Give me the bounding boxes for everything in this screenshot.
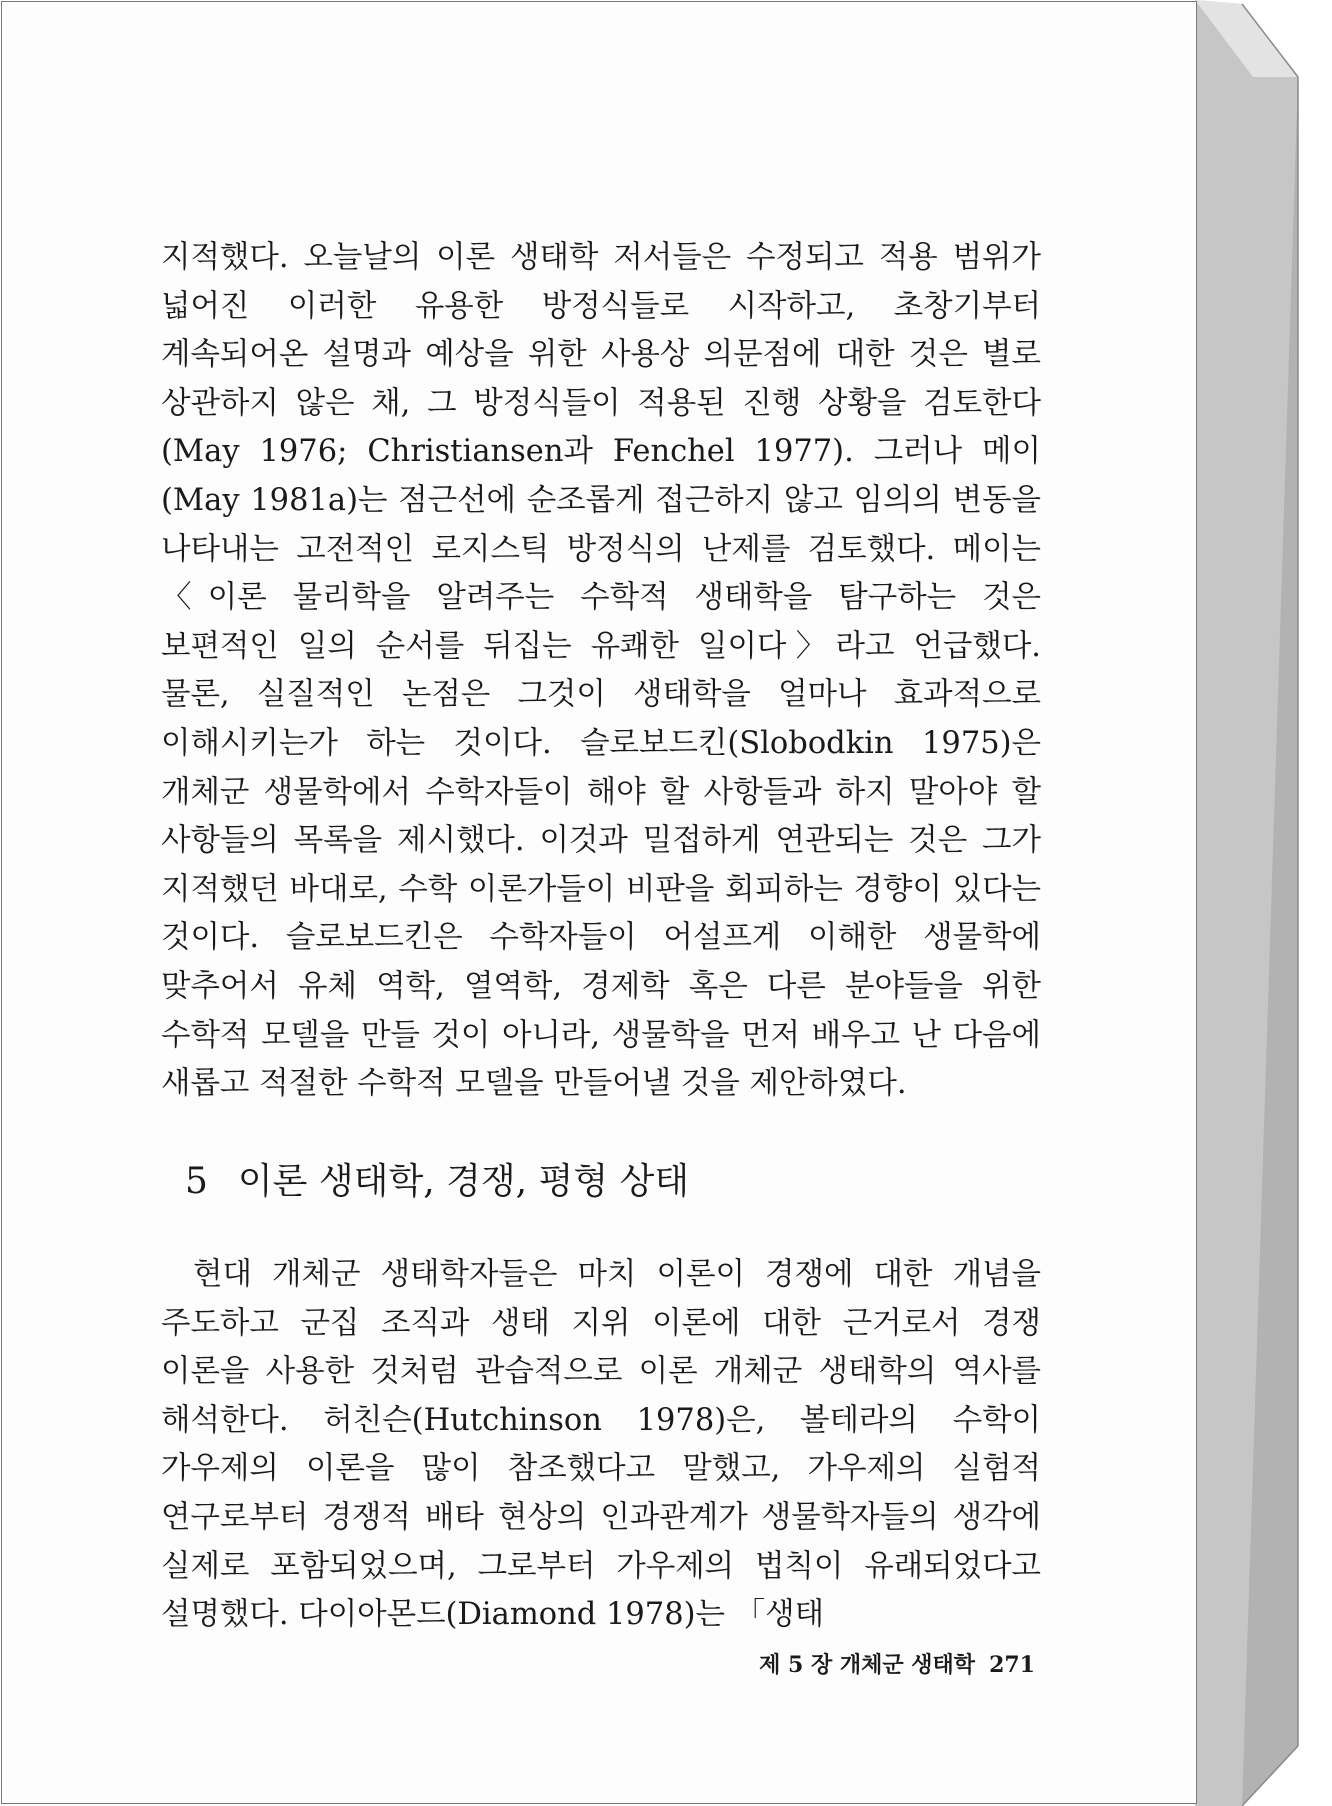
section-heading: [185, 1153, 689, 1204]
body-paragraph-2: 현대 개체군 생태학자들은 마치 이론이 경쟁에 대한 개념을 주도하고 군집 조직과 생태 지위 이론에 대한 근거로서 경쟁 이론을 사용한 것처럼 관습적으로 이론 개체군 생태학의 역사를 해석한다. 허친슨(Hutchinson 1978)은, 볼테라의 수학이 가우제의 이론을 많이 참조했다고 말했고, 가우제의 실험적 연구로부터 경쟁적 배타 현상의 인과관계가 생물학자들의 생각에 실제로 포함되었으며, 그로부터 가우제의 법칙이 유래되었다고 설명했다. 다이아몬드(Diamond 1978)는 「생태: [161, 1257, 1041, 1633]
footer-chapter-title: 제 5 장 개체군 생태학: [759, 1652, 976, 1678]
section-title: 이론 생태학, 경쟁, 평형 상태: [237, 1161, 690, 1202]
page-number: 271: [989, 1652, 1035, 1678]
section-number: 5: [185, 1161, 208, 1202]
book-page: [1, 1, 1197, 1804]
body-paragraph-1: 지적했다. 오늘날의 이론 생태학 저서들은 수정되고 적용 범위가 넓어진 이러한 유용한 방정식들로 시작하고, 초창기부터 계속되어온 설명과 예상을 위한 사용상 의문점에 대한 것은 별로 상관하지 않은 채, 그 방정식들이 적용된 진행 상황을 검토한다(May 1976; Christiansen과 Fenchel 1977). 그러나 메이(May 1981a)는 점근선에 순조롭게 접근하지 않고 임의의 변동을 나타내는 고전적인 로지스틱 방정식의 난제를 검토했다. 메이는 〈이론 물리학을 알려주는 수학적 생태학을 탐구하는 것은 보편적인 일의 순서를 뒤집는 유쾌한 일이다〉라고 언급했다. 물론, 실질적인 논점은 그것이 생태학을 얼마나 효과적으로 이해시키는가 하는 것이다. 슬로보드킨(Slobodkin 1975)은 개체군 생물학에서 수학자들이 해야 할 사항들과 하지 말아야 할 사항들의 목록을 제시했다. 이것과 밀접하게 연관되는 것은 그가 지적했던 바대로, 수학 이론가들이 비판을 회피하는 경향이 있다는 것이다. 슬로보드킨은 수학자들이 어설프게 이해한 생물학에 맞추어서 유체 역학, 열역학, 경제학 혹은 다른 분야들을 위한 수학적 모델을 만들 것이 아니라, 생물학을 먼저 배우고 난 다음에 새롭고 적절한 수학적 모델을 만들어낼 것을 제안하였다.: [161, 240, 1041, 1102]
book-edge-3d: [1195, 0, 1332, 1806]
running-footer: [759, 1648, 1035, 1679]
